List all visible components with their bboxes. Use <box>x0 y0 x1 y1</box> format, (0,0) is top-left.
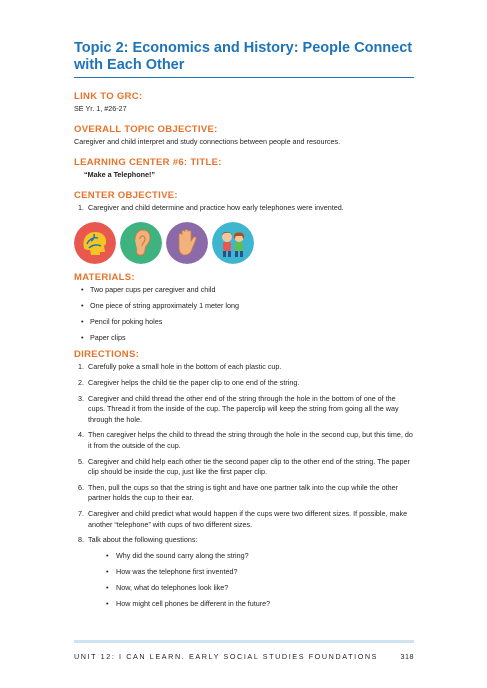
list-item: 1. Carefully poke a small hole in the bottom of each plastic cup. <box>78 362 282 372</box>
materials-heading: MATERIALS: <box>74 271 135 283</box>
title-rule <box>74 77 414 78</box>
senses-icons <box>74 222 414 264</box>
directions-list <box>74 362 414 609</box>
objective-text: Caregiver and child interpret and study connections between people and resources. <box>74 137 341 146</box>
list-item: • Two paper cups per caregiver and child <box>81 284 216 294</box>
footer-unit: UNIT 12: I CAN LEARN. EARLY SOCIAL STUDIES FOUNDATIONS <box>74 652 379 661</box>
directions-heading: DIRECTIONS: <box>74 349 140 361</box>
footer <box>74 652 414 661</box>
footer-rule <box>74 640 414 643</box>
list-item: • How might cell phones be different in the future? <box>106 599 271 609</box>
center-title: “Make a Telephone!” <box>84 170 155 179</box>
list-item: 6. Then, pull the cups so that the string is tight and have one partner talk into the cup while the other partner holds the cup to their ear. <box>78 482 399 503</box>
hand-icon <box>166 222 208 264</box>
list-item: • One piece of string approximately 1 meter long <box>81 300 240 310</box>
page-title: Topic 2: Economics and History: People Connect with Each Other <box>74 40 413 73</box>
questions-list <box>88 551 414 610</box>
list-item: • Now, what do telephones look like? <box>106 582 229 592</box>
list-item: 3. Caregiver and child thread the other end of the string through the hole in the bottom of one of the cups. Thread it from the inside of the cup. The paperclip will keep the string from going all the way through the hole. <box>78 393 399 424</box>
list-item: 1. Caregiver and child determine and practice how early telephones were invented. <box>78 203 344 212</box>
list-item: 7. Caregiver and child predict what would happen if the cups were two different sizes. If possible, make another “telephone” with cups of two different sizes. <box>78 509 408 529</box>
list-item: • Paper clips <box>81 332 126 342</box>
center-objective-heading: CENTER OBJECTIVE: <box>74 190 178 201</box>
list-item: 4. Then caregiver helps the child to thread the string through the hole in the second cup, but this time, do it from the outside of the cup. <box>78 430 413 451</box>
list-item: • Pencil for poking holes <box>81 316 163 326</box>
link-text: SE Yr. 1, #26-27 <box>74 104 127 113</box>
page-number: 318 <box>400 652 414 661</box>
ear-icon <box>120 222 162 264</box>
list-item: • Why did the sound carry along the string? <box>106 550 249 560</box>
objective-heading: OVERALL TOPIC OBJECTIVE: <box>74 124 218 135</box>
list-item: 8. Talk about the following questions: • Why did the sound carry along the string? • How was the telephone first invented? • Now, what do telephones look like? • How might cell phones be different in the future? <box>74 535 414 609</box>
list-item: • How was the telephone first invented? <box>106 566 238 576</box>
materials-list <box>74 285 414 344</box>
center-objective-list <box>74 203 414 214</box>
center-heading: LEARNING CENTER #6: TITLE: <box>74 157 222 168</box>
children-icon <box>212 222 254 264</box>
list-item: 2. Caregiver helps the child tie the paper clip to one end of the string. <box>78 378 300 388</box>
page-content <box>74 40 414 615</box>
list-item: 5. Caregiver and child help each other tie the second paper clip to the other end of the string. The paper clip should be inside the cup, just like the first paper clip. <box>78 456 410 477</box>
link-heading: LINK TO GRC: <box>74 91 143 102</box>
brain-icon <box>74 222 116 264</box>
